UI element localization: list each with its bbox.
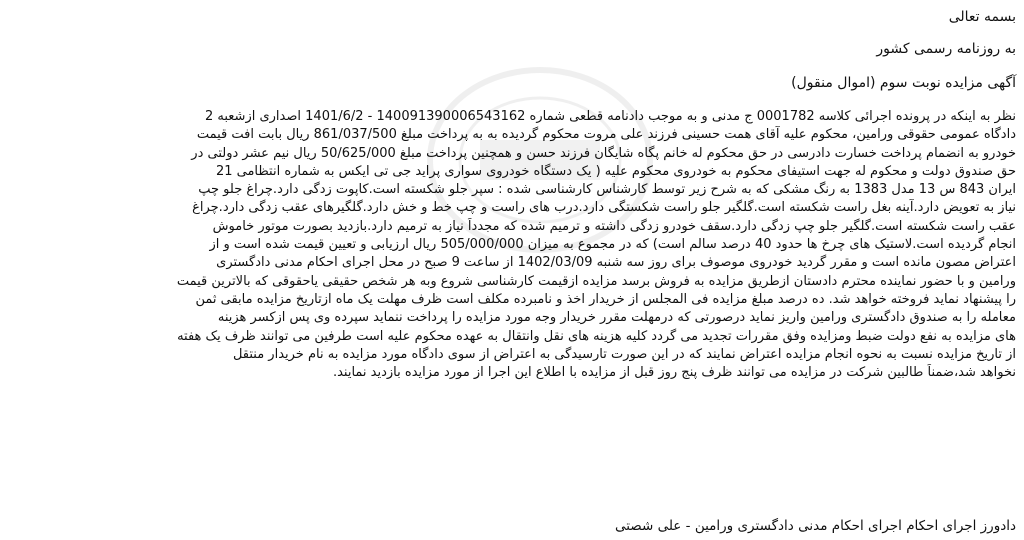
signature-line: دادورز اجرای احکام اجرای احکام مدنی دادگستری ورامین - علی شصتی xyxy=(614,518,1016,534)
notice-title: آگهی مزایده نوبت سوم (اموال منقول) xyxy=(791,75,1016,91)
body-line: انجام گردیده است.لاستیک های چرخ ها حدود 40 درصد سالم است) که در مجموع به میزان 505/000/000 ریال ارزیابی و تعیین قیمت شده است و از xyxy=(209,237,1016,253)
body-line: ورامین و با حضور نماینده محترم دادستان ازطریق مزایده به فروش برسد مزایده ازقیمت کارشناسی شروع وبه هر شخص حقیقی یاحقوقی که بالاترین قیمت xyxy=(176,273,1016,289)
body-line: نظر به اینکه در پرونده اجرائی کلاسه 0001782 ج مدنی و به موجب دادنامه قطعی شماره 140091390006543162 - 1401/6/2 اصداری ازشعبه 2 xyxy=(204,109,1016,124)
body-line: حق صندوق دولت و محکوم له جهت استیفای محکوم به خودروی محکوم علیه ( یک دستگاه خودروی سواری پراید جی تی ایکس به شماره انتظامی 21 xyxy=(215,163,1016,179)
body-line: از تاریخ مزایده نسبت به نحوه انجام مزایده اعتراض نمایند که در این صورت تارسیدگی به اعتراض از سوی دادگاه مورد مزایده به نام خریدار منتقل xyxy=(232,346,1016,362)
body-line: نیاز به تعویض دارد.آینه بغل راست شکسته است.گلگیر جلو راست شکستگی دارد.درب های راست و چپ خط و خش دارد.گلگیرهای عقب زدگی دارد.چراغ xyxy=(192,200,1016,216)
bismillah-heading: بسمه تعالی xyxy=(948,9,1016,25)
newspaper-recipient: به روزنامه رسمی کشور xyxy=(876,41,1016,57)
body-line: دادگاه عمومی حقوقی ورامین، محکوم علیه آقای همت حسینی فرزند علی مروت محکوم گردیده به به پرداخت مبلغ 861/037/500 ریال بابت افت قیمت xyxy=(196,127,1016,143)
body-line: های مزایده به نفع دولت ضبط ومزایده وفق مقررات تجدید می گردد کلیه هزینه های نقل وانتقال به عهده محکوم علیه است طرفین می توانند ظرف یک هفته xyxy=(177,328,1016,344)
body-line: را پیشنهاد نماید فروخته خواهد شد. ده درصد مبلغ مزایده فی المجلس از خریدار اخذ و نامبرده مکلف است ظرف مهلت یک ماه ازتاریخ مزایده مابقی ثمن xyxy=(195,291,1016,307)
body-line: عقب راست شکسته است.گلگیر جلو چپ زدگی دارد.سقف خودرو زدگی داشته و ترمیم شده که مجدداً نیاز به ترمیم دارد.بازدید بصورت موتور خاموش xyxy=(212,218,1016,234)
body-line: معامله را به صندوق دادگستری ورامین واریز نماید درصورتی که درمهلت مقرر خریدار وجه مورد مزایده را پرداخت ننماید سپرده وی پس ازکسر هزینه xyxy=(217,310,1016,326)
notice-body xyxy=(8,108,1016,382)
body-line: نخواهد شد،ضمناً طالبین شرکت در مزایده می توانند ظرف پنج روز قبل از مزایده با اطلاع این اجرا از مورد مزایده بازدید نمایند. xyxy=(332,365,1016,381)
body-line: خودرو به انضمام پرداخت خسارت دادرسی در حق محکوم له خانم پگاه شایگان فرزند حسن و همچنین پرداخت مبلغ 50/625/000 ریال نیم عشر دولتی در xyxy=(191,145,1016,161)
body-line: اعتراض مصون مانده است و مقرر گردید خودروی موصوف برای روز سه شنبه 1402/03/09 از ساعت 9 صبح در محل اجرای احکام مدنی دادگستری xyxy=(216,255,1016,271)
body-line: ایران 843 س 13 مدل 1383 به رنگ مشکی که به شرح زیر توسط کارشناس کارشناسی شده : سپر جلو شکسته است.کاپوت زدگی دارد.چراغ جلو چپ xyxy=(198,182,1016,198)
